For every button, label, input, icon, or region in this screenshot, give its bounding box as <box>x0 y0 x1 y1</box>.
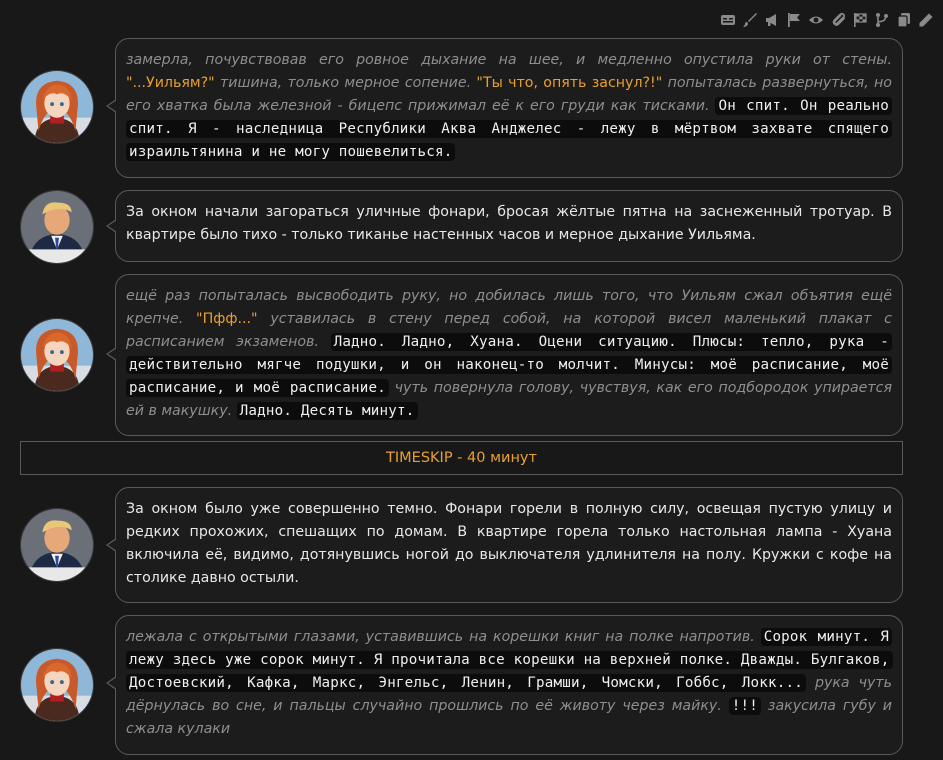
paperclip-icon[interactable] <box>829 11 847 29</box>
narration-text: замерла, почувствовав его ровное дыхание на шее, и медленно опустила руки от стены. <box>126 52 892 68</box>
narration-text: лежала с открытыми глазами, уставившись на корешки книг на полке напротив. <box>126 629 761 645</box>
dialogue-text: "Пфф..." <box>196 311 258 327</box>
megaphone-icon[interactable] <box>763 11 781 29</box>
narration-text: закусила губу и сжала кулаки <box>126 698 893 737</box>
anime-girl-avatar[interactable] <box>20 70 94 144</box>
message-text: За окном было уже совершенно темно. Фонари горели в полную силу, освещая пустую улицу и редких прохожих, спешащих по домам. В квартире горела только настольная лампа - Хуана включила её, видимо, дотянувшись ногой до выключателя удлинителя на полу. Кружки с кофе на столике давно остыли. <box>126 501 892 586</box>
branch-icon[interactable] <box>873 11 891 29</box>
copy-icon[interactable] <box>895 11 913 29</box>
message-bubble <box>115 487 903 603</box>
pencil-icon[interactable] <box>917 11 935 29</box>
message-bubble <box>115 615 903 755</box>
eye-icon[interactable] <box>807 11 825 29</box>
paint-brush-icon[interactable] <box>741 11 759 29</box>
narration-text: чуть повернула голову, чувствуя, как его подбородок упирается ей в макушку. <box>126 380 892 419</box>
anime-girl-avatar[interactable] <box>20 648 94 722</box>
thought-text: !!! <box>729 697 761 715</box>
message-bubble <box>115 274 903 436</box>
thought-text: Сорок минут. Я лежу здесь уже сорок минут. Я прочитала все корешки на верхней полке. Дважды. Булгаков, Достоевский, Кафка, Маркс, Энгельс, Ленин, Грамши, Чомски, Гоббс, Локк... <box>126 628 893 692</box>
narration-text: тишина, только мерное сопение. <box>214 75 477 91</box>
message-text: За окном начали загораться уличные фонари, бросая жёлтые пятна на заснеженный тротуар. В квартире было тихо - только тиканье настенных часов и мерное дыхание Уильяма. <box>126 204 892 243</box>
message-bubble <box>115 38 903 178</box>
narration-text: рука чуть дёрнулась во сне, и пальцы случайно прошлись по её животу через майку. <box>126 675 892 714</box>
flag-icon[interactable] <box>785 11 803 29</box>
man-in-suit-avatar[interactable] <box>20 190 94 264</box>
translate-icon[interactable] <box>719 11 737 29</box>
narration-text: ещё раз попыталась высвободить руку, но добилась лишь того, что Уильям сжал объятия ещё крепче. <box>126 288 892 327</box>
narration-text: уставилась в стену перед собой, на которой висел маленький плакат с расписанием экзаменов. <box>126 311 892 350</box>
narration-text: попыталась развернуться, но его хватка была железной - бицепс прижимал её к его груди как тисками. <box>126 75 892 114</box>
thought-text: Ладно. Десять минут. <box>237 402 418 420</box>
dialogue-text: "...Уильям?" <box>126 75 215 91</box>
man-in-suit-avatar[interactable] <box>20 508 94 582</box>
checkered-flag-icon[interactable] <box>851 11 869 29</box>
message-toolbar <box>719 11 935 29</box>
anime-girl-avatar[interactable] <box>20 318 94 392</box>
thought-text: Он спит. Он реально спит. Я - наследница Республики Аква Анджелес - лежу в мёртвом захвате спящего израильтянина и не могу пошевелиться. <box>126 97 892 161</box>
message-bubble <box>115 190 903 262</box>
timeskip-divider: TIMESKIP - 40 минут <box>20 441 903 475</box>
thought-text: Ладно. Ладно, Хуана. Оцени ситуацию. Плюсы: тепло, рука - действительно мягче подушки, и он наконец-то молчит. Минусы: моё расписание, моё расписание, и моё расписание. <box>126 333 892 397</box>
dialogue-text: "Ты что, опять заснул?!" <box>476 75 663 91</box>
